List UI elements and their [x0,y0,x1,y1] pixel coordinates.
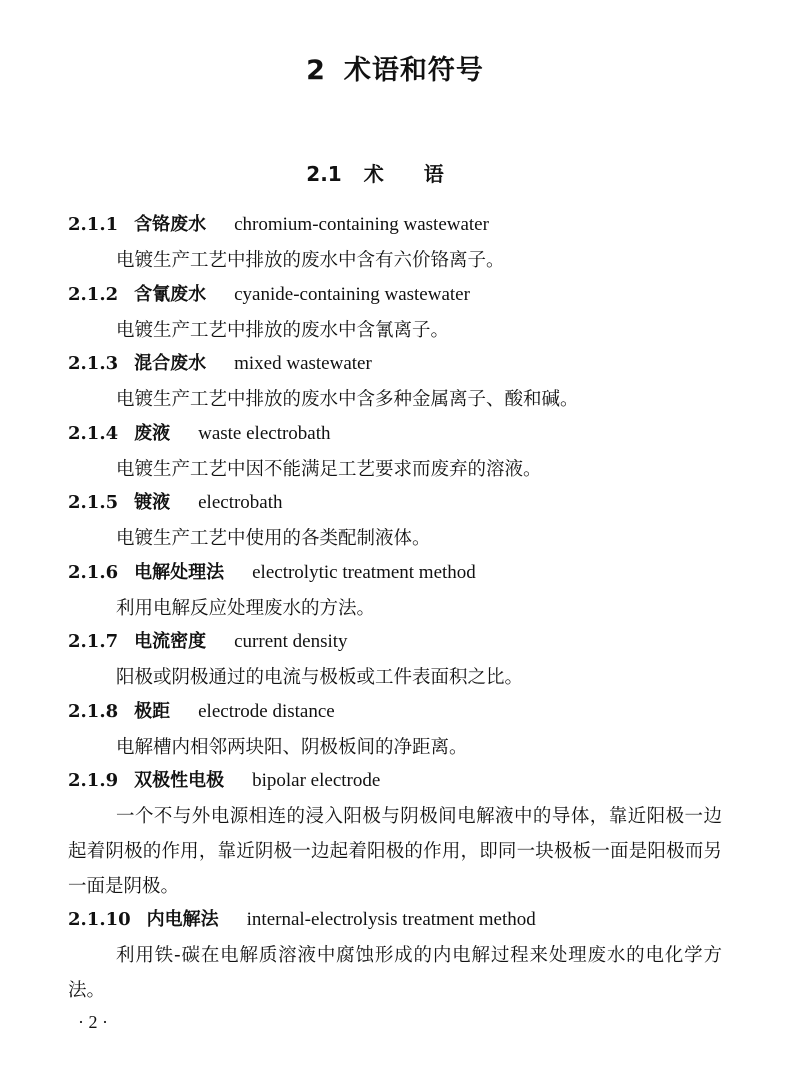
term-code: 2.1.4 [68,423,119,444]
term-cn: 极距 [134,701,171,722]
chapter-heading [0,48,790,87]
term-definition: 电解槽内相邻两块阳、阴极板间的净距离。 [116,737,468,758]
page-number: · 2 · [78,1012,108,1032]
term-cn: 含铬废水 [134,214,207,235]
term-header [68,627,348,657]
term-code: 2.1.7 [68,631,119,652]
term-cn: 电解处理法 [134,562,225,583]
term-header [68,419,331,449]
term-code: 2.1.6 [68,562,119,583]
term-cn: 电流密度 [134,631,207,652]
term-header [68,558,476,588]
section-title: 术语 [363,162,484,186]
term-code: 2.1.10 [68,909,131,930]
term-cn: 双极性电极 [134,770,225,791]
term-definition: 利用铁-碳在电解质溶液中腐蚀形成的内电解过程来处理废水的电化学方法。 [68,945,722,1001]
term-header [68,488,283,518]
chapter-number: 2 [306,55,326,86]
term-definition: 电镀生产工艺中因不能满足工艺要求而废弃的溶液。 [116,459,542,480]
term-en: cyanide-containing wastewater [234,284,470,305]
term-en: electrobath [198,492,283,513]
term-cn: 混合废水 [134,353,207,374]
term-definition: 利用电解反应处理废水的方法。 [116,598,376,619]
term-header [68,697,335,727]
term-en: waste electrobath [198,423,331,444]
term-definition: 电镀生产工艺中使用的各类配制液体。 [116,528,431,549]
term-cn: 含氰废水 [134,284,207,305]
term-definition: 一个不与外电源相连的浸入阳极与阴极间电解液中的导体，靠近阳极一边起着阴极的作用，靠近阴极一边起着阳极的作用，即同一块极板一面是阳极而另一面是阴极。 [68,806,722,897]
term-en: bipolar electrode [252,770,381,791]
term-en: electrolytic treatment method [252,562,476,583]
term-code: 2.1.9 [68,770,119,791]
term-header [68,210,489,240]
section-number: 2.1 [306,162,342,186]
chapter-title: 术语和符号 [343,55,484,86]
term-definition: 电镀生产工艺中排放的废水中含氰离子。 [116,320,450,341]
section-heading [0,158,790,187]
term-en: electrode distance [198,701,335,722]
term-cn: 废液 [134,423,171,444]
term-header [68,766,380,796]
term-header [68,349,372,379]
term-en: mixed wastewater [234,353,372,374]
term-code: 2.1.2 [68,284,119,305]
term-en: internal-electrolysis treatment method [246,909,536,930]
term-en: chromium-containing wastewater [234,214,489,235]
term-code: 2.1.1 [68,214,119,235]
term-definition: 阳极或阴极通过的电流与极板或工件表面积之比。 [116,667,524,688]
term-en: current density [234,631,348,652]
term-cn: 镀液 [134,492,171,513]
term-definition: 电镀生产工艺中排放的废水中含有六价铬离子。 [116,250,505,271]
term-code: 2.1.3 [68,353,119,374]
term-code: 2.1.8 [68,701,119,722]
term-cn: 内电解法 [146,909,219,930]
term-definition: 电镀生产工艺中排放的废水中含多种金属离子、酸和碱。 [116,389,579,410]
term-header [68,280,470,310]
term-code: 2.1.5 [68,492,119,513]
term-header [68,905,536,935]
